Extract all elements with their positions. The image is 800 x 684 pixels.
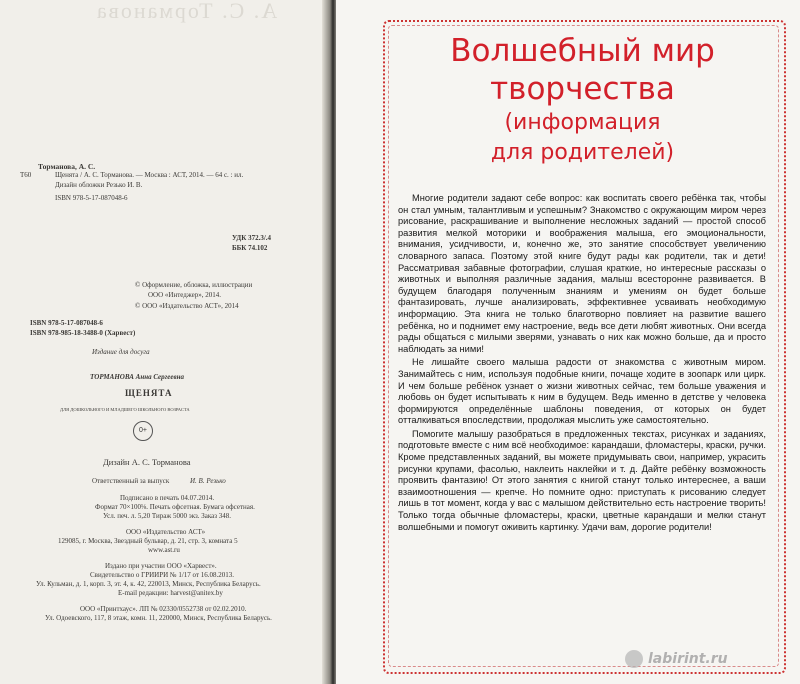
author-full-name: ТОРМАНОВА Анна Сергеевна: [90, 373, 184, 381]
age-rating-badge: 0+: [133, 421, 153, 441]
print-line-3: Усл. печ. л. 5,20 Тираж 5000 экз. Заказ 348.: [103, 512, 232, 520]
copyright-design: © Оформление, обложка, иллюстрации: [135, 281, 253, 289]
title-line-2: творчества: [490, 71, 675, 107]
body-text: [398, 193, 766, 535]
print-line-2: Формат 70×100⅛. Печать офсетная. Бумага офсетная.: [95, 503, 255, 511]
paragraph-1: Многие родители задают себе вопрос: как воспитать своего ребёнка так, чтобы он стал умным, талантливым и успешным? Знакомство с окружающим миром через рисование, раскрашивание и выполнение несложных заданий — простой способ развития мелкой моторики и воображения малыша, его эмоциональности, внимания, усидчивости, и, конечно же, это занятие способствует увеличению словарного запаса. Поэтому этой книге будут рады как родители, так и дети! Рассматривая забавные фотографии, слушая краткие, но интересные рассказы о животных и выполняя различные задания, малыш всесторонне развивается. В будущем благодаря полученным знаниям и умениям он будет больше фантазировать, лучше анализировать, эффективнее усваивать необходимую информацию. Эта книга не только благотворно повлияет на развитие вашего ребёнка, но и поднимет ему настроение, ведь все дети любят животных. Они всегда рады общаться с милыми зверями, узнавать о них как можно больше, да и просто наблюдать за ними!: [398, 193, 766, 354]
harvest-line-4: E-mail редакции: harvest@anitex.by: [118, 589, 223, 597]
paragraph-3: Помогите малышу разобраться в предложенных текстах, рисунках и заданиях, подготовьте вместе с ним всё необходимое: карандаши, фломастеры, краски, ручки. Кроме представленных заданий, вы можете придумывать свои, например, украсить рисунки крупами, фасолью, наклеить наклейки и т. д. Дайте ребёнку возможность проявить фантазию! От этого занятия с книгой станут только интереснее, а ваши взаимоотношения — крепче. Но помните одно: приступать к рисованию следует лишь в тот момент, когда у вас с малышом действительно есть настроение творить! Только тогда обычные фломастеры, краски, цветные карандаши и мелки станут волшебными и помогут оживить картинку. Удачи вам, дорогие родители!: [398, 428, 766, 532]
catalog-line2: Дизайн обложки Резько И. В.: [55, 181, 143, 189]
audience-note: ДЛЯ ДОШКОЛЬНОГО И МЛАДШЕГО ШКОЛЬНОГО ВОЗРАСТА: [60, 407, 190, 412]
copyright-publisher: © ООО «Издательство АСТ», 2014: [135, 302, 239, 310]
harvest-line-3: Ул. Кульман, д. 1, корп. 3, эт. 4, к. 42, 220013, Минск, Республика Беларусь.: [36, 580, 261, 588]
subtitle-line-2: для родителей): [490, 140, 675, 165]
catalog-class-code: Т60: [20, 171, 32, 179]
design-credit: Дизайн А. С. Торманова: [103, 457, 191, 467]
bbk-code: ББК 74.102: [232, 244, 268, 252]
isbn-ast: ISBN 978-5-17-087048-6: [30, 319, 103, 327]
title-line-1: Волшебный мир: [450, 33, 715, 69]
udk-code: УДК 372.3/.4: [232, 234, 272, 242]
page-subtitle: [390, 108, 775, 168]
show-through-header: А. С. Торманова: [95, 0, 278, 23]
harvest-line-1: Издано при участии ООО «Харвест».: [105, 562, 217, 570]
book-title: ЩЕНЯТА: [125, 388, 173, 398]
subtitle-line-1: (информация: [504, 110, 661, 135]
printer-line-2: Ул. Одоевского, 117, 8 этаж, комн. 11, 220000, Минск, Республика Беларусь.: [45, 614, 272, 622]
catalog-isbn: ISBN 978-5-17-087048-6: [55, 194, 128, 202]
harvest-line-2: Свидетельство о ГРИИРИ № 1/17 от 16.08.2013.: [90, 571, 235, 579]
left-page-imprint: [0, 0, 328, 684]
page-title: [390, 32, 775, 108]
watermark-logo-icon: [625, 650, 643, 668]
publisher-address: 129085, г. Москва, Звездный бульвар, д. 21, стр. 3, комната 5: [58, 537, 238, 545]
isbn-harvest: ISBN 978-985-18-3488-0 (Харвест): [30, 329, 136, 337]
responsible-name: И. В. Резько: [190, 477, 226, 485]
printer-line-1: ООО «Принтхаус». ЛП № 02330/0552738 от 02.02.2010.: [80, 605, 247, 613]
print-line-1: Подписано в печать 04.07.2014.: [120, 494, 215, 502]
watermark: labirint.ru: [648, 651, 728, 667]
paragraph-2: Не лишайте своего малыша радости от знакомства с животным миром. Занимайтесь с ним, используя подобные книги, почаще ходите в зоопарк или цирк. И чем больше ребёнок узнает о жизни животных сейчас, тем больше уважения и любовь он будет испытывать к ним в будущем. Ведь именно в детстве у человека формируются определённые шаблоны поведения, от которых он будет отталкиваться впоследствии, продолжая мыслить уже самостоятельно.: [398, 357, 766, 426]
catalog-author: Торманова, А. С.: [38, 162, 96, 171]
edition-note: Издание для досуга: [92, 348, 150, 356]
publisher-name: ООО «Издательство АСТ»: [126, 528, 206, 536]
copyright-design-owner: ООО «Интеджер», 2014.: [148, 291, 221, 299]
catalog-line1: Щенята / А. С. Торманова. — Москва : АСТ, 2014. — 64 с. : ил.: [55, 171, 244, 179]
responsible-label: Ответственный за выпуск: [92, 477, 170, 485]
publisher-site: www.ast.ru: [148, 546, 180, 554]
